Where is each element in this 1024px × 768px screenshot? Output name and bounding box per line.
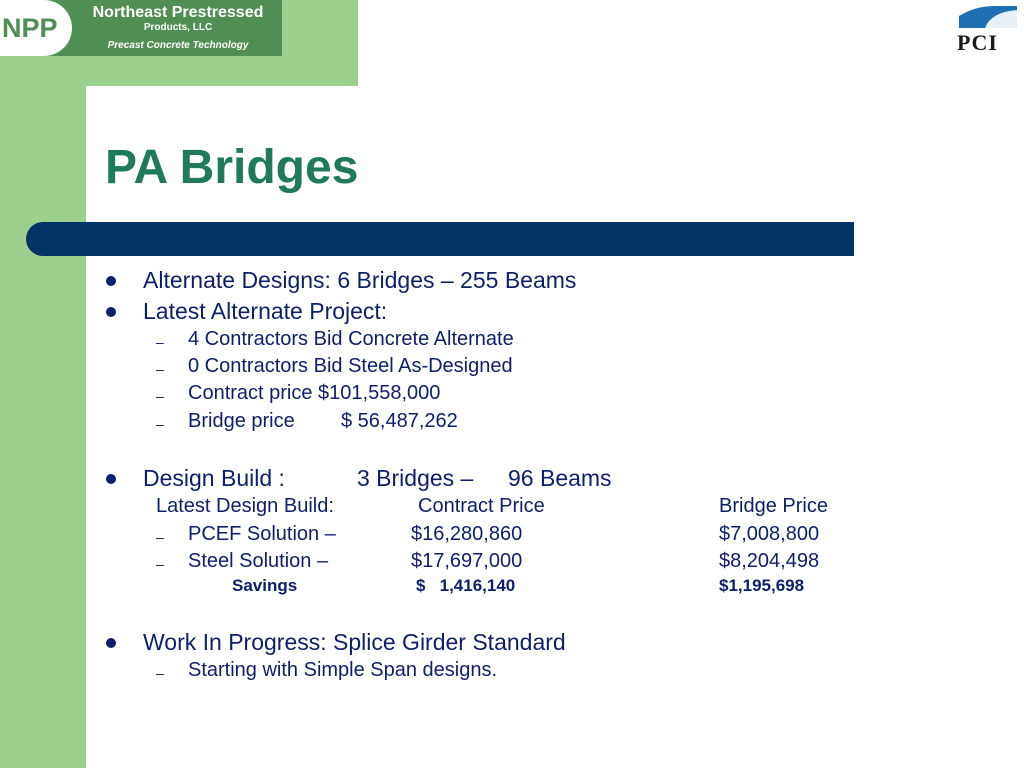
design-build-bridges: 3 Bridges –: [357, 465, 474, 491]
npp-mark: [0, 0, 72, 56]
savings-bridge: $1,195,698: [719, 576, 805, 595]
bullet-dot: [106, 307, 116, 317]
pcef-bridge-price: $7,008,800: [719, 523, 820, 545]
table-header-bridge: Bridge Price: [719, 495, 828, 517]
bullet-work-in-progress: Work In Progress: Splice Girder Standard: [143, 629, 566, 655]
dash-marker: –: [156, 556, 164, 572]
savings-label: Savings: [232, 576, 298, 595]
dash-marker: –: [156, 665, 164, 681]
sub-simple-span: Starting with Simple Span designs.: [188, 659, 498, 681]
sub-bridge-price-label: Bridge price: [188, 410, 295, 432]
design-build-beams: 96 Beams: [508, 465, 612, 491]
sub-contract-price: Contract price $101,558,000: [188, 382, 441, 404]
sub-contractors-steel: 0 Contractors Bid Steel As-Designed: [188, 355, 513, 377]
dash-marker: –: [156, 529, 164, 545]
pci-logo-text: PCI: [957, 30, 998, 55]
pcef-solution-label: PCEF Solution –: [188, 523, 336, 545]
bullet-dot: [106, 474, 116, 484]
savings-contract: $ 1,416,140: [416, 576, 516, 595]
pcef-contract-price: $16,280,860: [411, 523, 523, 545]
dash-marker: –: [156, 388, 164, 404]
title-underline-bar: [26, 222, 854, 256]
table-header-label: Latest Design Build:: [156, 495, 334, 517]
bullet-dot: [106, 638, 116, 648]
npp-mark-text: NPP: [2, 13, 58, 43]
dash-marker: –: [156, 361, 164, 377]
left-green-strip: [0, 0, 86, 768]
npp-logo: [0, 0, 282, 56]
company-name: Northeast Prestressed: [92, 4, 264, 21]
company-tagline: Precast Concrete Technology: [107, 40, 249, 51]
bullet-alternate-designs: Alternate Designs: 6 Bridges – 255 Beams: [143, 267, 577, 293]
bullet-latest-alternate: Latest Alternate Project:: [143, 298, 388, 324]
slide-title: PA Bridges: [105, 141, 359, 194]
company-sub: Products, LLC: [143, 22, 213, 33]
table-header-contract: Contract Price: [418, 495, 545, 517]
bullet-dot: [106, 276, 116, 286]
sub-bridge-price-value: $ 56,487,262: [341, 410, 458, 432]
steel-contract-price: $17,697,000: [411, 550, 523, 572]
dash-marker: –: [156, 416, 164, 432]
sub-contractors-concrete: 4 Contractors Bid Concrete Alternate: [188, 328, 514, 350]
design-build-label: Design Build :: [143, 465, 285, 491]
steel-bridge-price: $8,204,498: [719, 550, 820, 572]
dash-marker: –: [156, 334, 164, 350]
steel-solution-label: Steel Solution –: [188, 550, 329, 572]
